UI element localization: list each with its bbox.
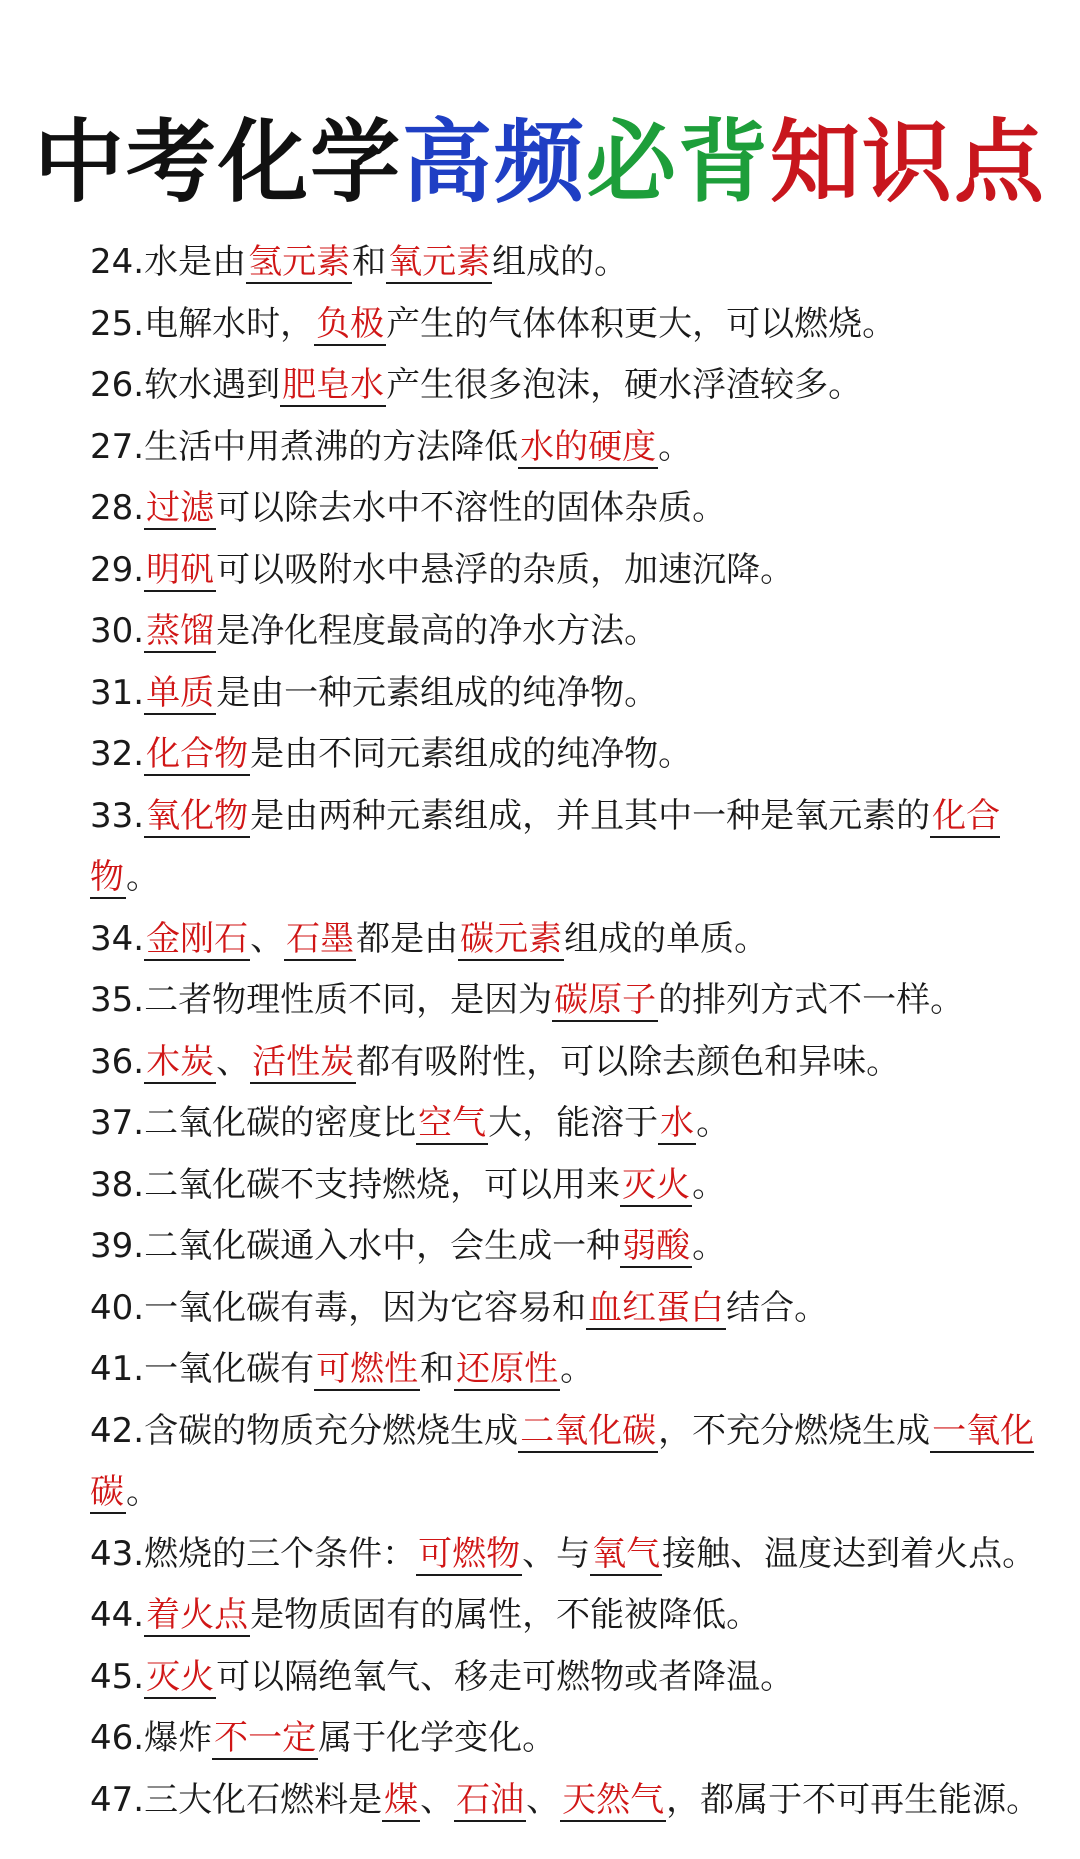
list-item — [90, 294, 1050, 356]
item-text: 42.含碳的物质充分燃烧生成 — [90, 1410, 519, 1451]
list-item — [90, 724, 1050, 786]
keyword-blank: 石油 — [456, 1779, 525, 1820]
item-text: 44. — [90, 1595, 145, 1635]
title-part-black: 中考化学 — [34, 110, 402, 215]
item-text: 36. — [90, 1041, 145, 1082]
keyword-blank: 水的硬度 — [520, 426, 657, 467]
keyword-blank: 煤 — [384, 1779, 419, 1820]
list-item — [90, 786, 1050, 909]
keyword-blank: 氧化物 — [146, 795, 249, 836]
list-item — [90, 1770, 1050, 1832]
list-item — [90, 1032, 1050, 1094]
title-part-red: 知识点 — [770, 110, 1046, 215]
keyword-blank: 二氧化碳 — [520, 1410, 657, 1451]
item-text: 和 — [352, 242, 387, 282]
list-item — [90, 663, 1050, 725]
keyword-blank: 还原性 — [456, 1349, 559, 1389]
keyword-blank: 单质 — [146, 672, 215, 713]
keyword-blank: 灭火 — [622, 1164, 691, 1205]
item-text: 属于化学变化。 — [318, 1718, 557, 1758]
keyword-blank: 石墨 — [286, 918, 355, 959]
item-text: ，都属于不可再生能源。 — [666, 1779, 1041, 1820]
item-text: 28. — [90, 488, 145, 528]
keyword-blank: 过滤 — [146, 488, 215, 528]
keyword-blank: 弱酸 — [622, 1226, 691, 1266]
item-text: 产生很多泡沫，硬水浮渣较多。 — [386, 365, 863, 405]
item-text: 32. — [90, 734, 145, 774]
item-text: 26.软水遇到 — [90, 365, 281, 405]
keyword-blank: 空气 — [418, 1103, 487, 1143]
item-text: 45. — [90, 1656, 145, 1697]
item-text: 33. — [90, 795, 145, 836]
item-text: 29. — [90, 549, 145, 590]
list-item — [90, 417, 1050, 479]
page-title — [0, 108, 1080, 218]
keyword-blank: 可燃物 — [418, 1533, 521, 1574]
item-text: 34. — [90, 918, 145, 959]
item-text: 27.生活中用煮沸的方法降低 — [90, 426, 519, 467]
list-item — [90, 540, 1050, 602]
item-text: 31. — [90, 672, 145, 713]
list-item — [90, 1585, 1050, 1647]
item-text: 37.二氧化碳的密度比 — [90, 1103, 417, 1143]
item-text: 38.二氧化碳不支持燃烧，可以用来 — [90, 1164, 621, 1205]
keyword-blank: 负极 — [316, 303, 385, 344]
list-item — [90, 601, 1050, 663]
item-text: 30. — [90, 611, 145, 651]
item-text: 。 — [126, 1472, 160, 1512]
title-part-blue: 高频 — [402, 110, 586, 215]
list-item — [90, 1524, 1050, 1586]
item-text: 35.二者物理性质不同，是因为 — [90, 980, 553, 1020]
item-text: 组成的单质。 — [564, 918, 769, 959]
list-item — [90, 478, 1050, 540]
item-text: 接触、温度达到着火点。 — [662, 1533, 1037, 1574]
item-text: 、与 — [522, 1533, 591, 1574]
list-item — [90, 1155, 1050, 1217]
item-text: 结合。 — [726, 1287, 829, 1328]
keyword-blank: 着火点 — [146, 1595, 249, 1635]
item-text: 可以除去水中不溶性的固体杂质。 — [216, 488, 727, 528]
keyword-blank: 明矾 — [146, 549, 215, 590]
item-text: 25.电解水时， — [90, 303, 315, 344]
item-text: 。 — [126, 857, 160, 897]
list-item — [90, 1093, 1050, 1155]
keyword-blank: 一氧化碳 — [90, 1410, 1035, 1512]
keyword-blank: 可燃性 — [316, 1349, 419, 1389]
list-item — [90, 355, 1050, 417]
keyword-blank: 血红蛋白 — [588, 1287, 725, 1328]
item-text: 都有吸附性，可以除去颜色和异味。 — [356, 1041, 901, 1082]
item-text: 39.二氧化碳通入水中，会生成一种 — [90, 1226, 621, 1266]
keyword-blank: 化合物 — [90, 795, 1001, 897]
item-text: ，不充分燃烧生成 — [658, 1410, 931, 1451]
keyword-blank: 氧元素 — [388, 242, 491, 282]
item-text: 。 — [696, 1103, 731, 1143]
item-text: 40.一氧化碳有毒，因为它容易和 — [90, 1287, 587, 1328]
keyword-blank: 不一定 — [214, 1718, 317, 1758]
keyword-blank: 氧气 — [592, 1533, 661, 1574]
list-item — [90, 1708, 1050, 1770]
item-text: 是净化程度最高的净水方法。 — [216, 611, 659, 651]
keyword-blank: 木炭 — [146, 1041, 215, 1082]
list-item — [90, 1339, 1050, 1401]
knowledge-list — [90, 232, 1050, 1831]
list-item — [90, 1278, 1050, 1340]
item-text: 产生的气体体积更大，可以燃烧。 — [386, 303, 897, 344]
item-text: 、 — [420, 1779, 455, 1820]
item-text: 和 — [420, 1349, 455, 1389]
item-text: 的排列方式不一样。 — [658, 980, 965, 1020]
item-text: 。 — [560, 1349, 595, 1389]
item-text: 、 — [216, 1041, 251, 1082]
keyword-blank: 碳原子 — [554, 980, 657, 1020]
item-text: 组成的。 — [492, 242, 629, 282]
item-text: 。 — [692, 1226, 727, 1266]
list-item — [90, 1647, 1050, 1709]
keyword-blank: 碳元素 — [460, 918, 563, 959]
item-text: 24.水是由 — [90, 242, 247, 282]
item-text: 是由一种元素组成的纯净物。 — [216, 672, 659, 713]
list-item — [90, 1401, 1050, 1524]
keyword-blank: 蒸馏 — [146, 611, 215, 651]
item-text: 。 — [658, 426, 693, 467]
item-text: 是由不同元素组成的纯净物。 — [250, 734, 693, 774]
item-text: 是由两种元素组成，并且其中一种是氧元素的 — [250, 795, 931, 836]
keyword-blank: 氢元素 — [248, 242, 351, 282]
keyword-blank: 活性炭 — [252, 1041, 355, 1082]
item-text: 可以隔绝氧气、移走可燃物或者降温。 — [216, 1656, 795, 1697]
keyword-blank: 天然气 — [562, 1779, 665, 1820]
item-text: 41.一氧化碳有 — [90, 1349, 315, 1389]
keyword-blank: 化合物 — [146, 734, 249, 774]
keyword-blank: 灭火 — [146, 1656, 215, 1697]
item-text: 。 — [692, 1164, 727, 1205]
item-text: 、 — [526, 1779, 561, 1820]
item-text: 可以吸附水中悬浮的杂质，加速沉降。 — [216, 549, 795, 590]
item-text: 都是由 — [356, 918, 459, 959]
list-item — [90, 970, 1050, 1032]
item-text: 46.爆炸 — [90, 1718, 213, 1758]
keyword-blank: 金刚石 — [146, 918, 249, 959]
item-text: 大，能溶于 — [488, 1103, 659, 1143]
keyword-blank: 水 — [660, 1103, 695, 1143]
item-text: 是物质固有的属性，不能被降低。 — [250, 1595, 761, 1635]
item-text: 43.燃烧的三个条件： — [90, 1533, 417, 1574]
list-item — [90, 909, 1050, 971]
list-item — [90, 1216, 1050, 1278]
item-text: 47.三大化石燃料是 — [90, 1779, 383, 1820]
title-part-green: 必背 — [586, 110, 770, 215]
list-item — [90, 232, 1050, 294]
item-text: 、 — [250, 918, 285, 959]
keyword-blank: 肥皂水 — [282, 365, 385, 405]
